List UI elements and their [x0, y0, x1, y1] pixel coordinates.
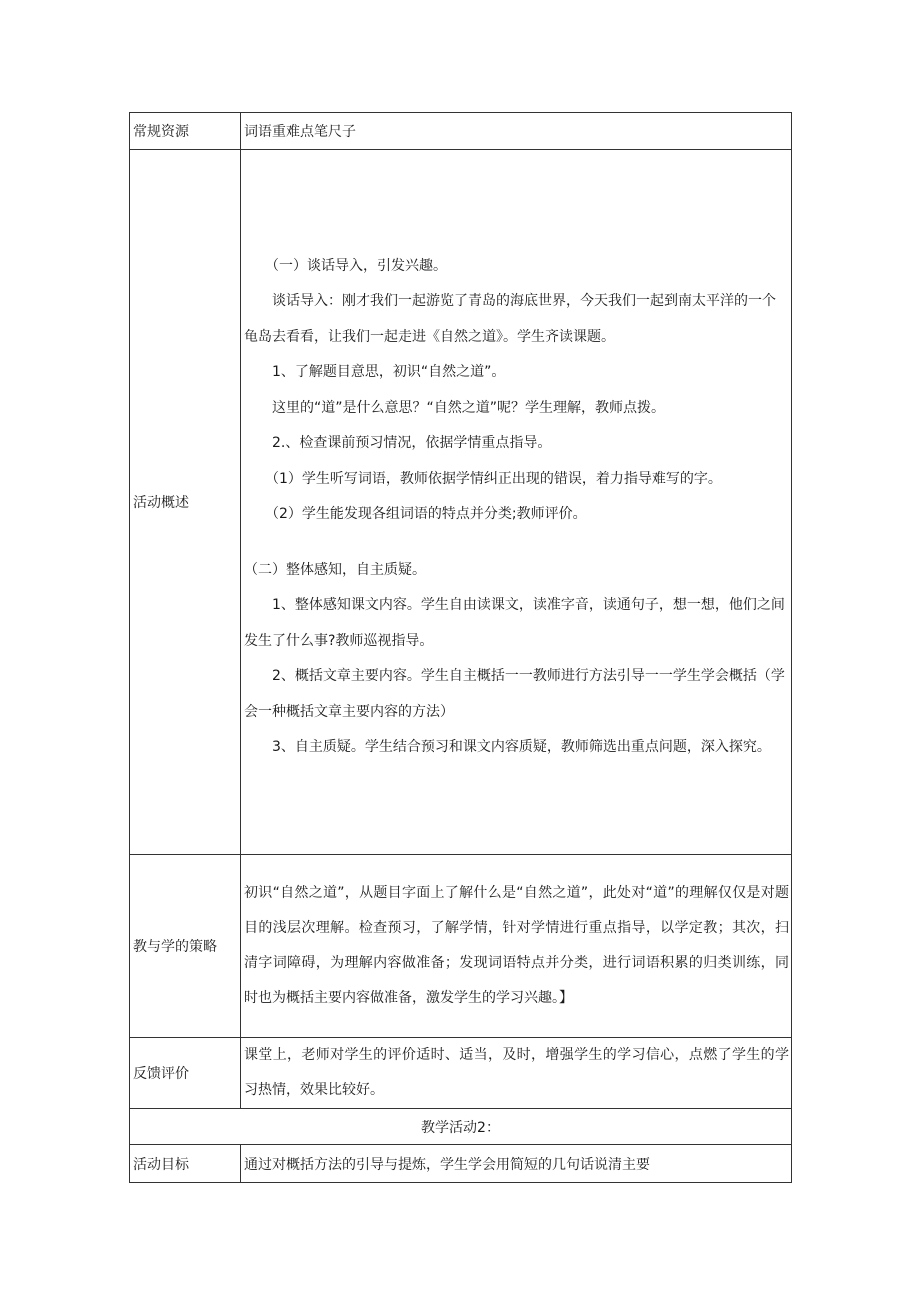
strategy-cell	[241, 855, 792, 1038]
feedback-label: 反馈评价	[130, 1038, 241, 1109]
resources-value: 词语重难点笔尺子	[241, 113, 792, 150]
goal-label: 活动目标	[130, 1145, 241, 1183]
activity-paragraph: （2）学生能发现各组词语的特点并分类;教师评价。	[265, 506, 587, 522]
activity-paragraph: 这里的“道”是什么意思？“自然之道”呢？学生理解，教师点拨。	[272, 399, 666, 416]
strategy-text: 初识“自然之道”，从题目字面上了解什么是“自然之道”，此处对“道”的理解仅仅是对题目的浅层次理解。检查预习，了解学情，针对学情进行重点指导，以学定教；其次，扫清字词障碍，为理解内容做准备；发现词语特点并分类，进行词语积累的归类训练，同时也为概括主要内容做准备，激发学生的学习兴趣。】	[244, 885, 789, 1006]
resources-label: 常规资源	[130, 113, 241, 150]
section-heading: （一）谈话导入，引发兴趣。	[265, 257, 447, 274]
goal-text: 通过对概括方法的引导与提炼，学生学会用简短的几句话说清主要	[241, 1145, 792, 1183]
lesson-plan-table	[129, 112, 792, 1183]
activity-content	[241, 150, 792, 855]
activity-paragraph: 谈话导入：刚才我们一起游览了青岛的海底世界，今天我们一起到南太平洋的一个龟岛去看看，让我们一起走进《自然之道》。学生齐读课题。	[244, 293, 776, 345]
activity-paragraph: 1、了解题目意思，初识“自然之道”。	[272, 364, 506, 380]
activity2-title-row	[130, 1109, 792, 1145]
activity-paragraph: 1、整体感知课文内容。学生自由读课文，读准字音，读通句子，想一想，他们之间发生了什么事?教师巡视指导。	[244, 597, 785, 649]
paragraph-gap	[244, 533, 789, 553]
goal-row	[130, 1145, 792, 1183]
feedback-text: 课堂上，老师对学生的评价适时、适当，及时，增强学生的学习信心，点燃了学生的学习热情，效果比较好。	[244, 1047, 789, 1098]
resources-row	[130, 113, 792, 150]
feedback-row	[130, 1038, 792, 1109]
activity-label: 活动概述	[130, 150, 241, 855]
strategy-label: 教与学的策略	[130, 855, 241, 1038]
activity-paragraph: 2、概括文章主要内容。学生自主概括一一教师进行方法引导一一学生学会概括（学会一种概括文章主要内容的方法）	[244, 668, 785, 720]
feedback-cell	[241, 1038, 792, 1109]
strategy-row	[130, 855, 792, 1038]
activity-paragraph: （1）学生听写词语，教师依据学情纠正出现的错误，着力指导难写的字。	[265, 470, 722, 487]
activity-row	[130, 150, 792, 855]
activity-paragraph: 3、自主质疑。学生结合预习和课文内容质疑，教师筛选出重点问题，深入探究。	[272, 739, 771, 755]
activity2-title: 教学活动2：	[130, 1109, 792, 1145]
activity-paragraph: 2.、检查课前预习情况，依据学情重点指导。	[272, 435, 552, 451]
section-heading: （二）整体感知，自主质疑。	[244, 561, 426, 578]
